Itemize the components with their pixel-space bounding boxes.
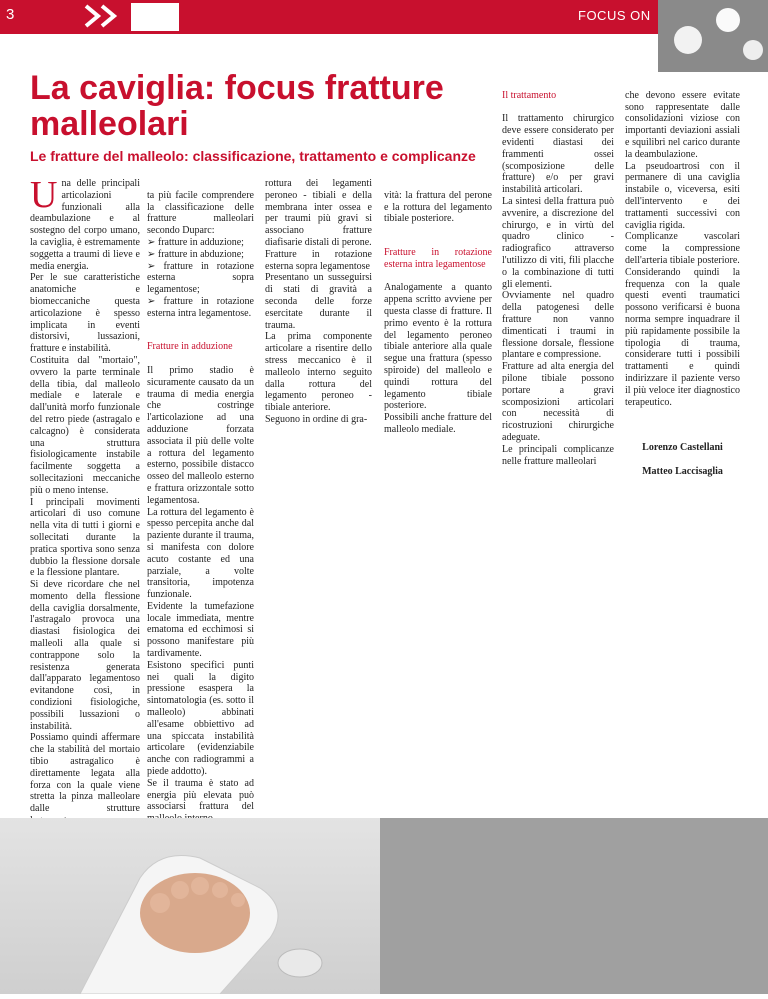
column-3-text: rottura dei legamenti peroneo - tibiali e della membrana inter ossea e per traumi più gravi si associano fratture diafisarie distali di perone. Fratture in rotazione esterna sopra legamentose Presentano un susseguirsi di stati di gravità a seconda delle forze esercitate durante il trauma. La prima componente articolare a risentire dello stress meccanico è il malleolo interno seguito dalla rottura del legamento peroneo - tibiale anteriore. Seguono in ordine di gra- [265,178,372,425]
cast-foot-photo [0,818,380,994]
page-title: La caviglia: focus fratture malleolari [30,69,444,143]
header-bar [0,0,768,34]
column-4-body: Analogamente a quanto appena scritto avviene per questa classe di fratture. Il primo evento è la rottura del legamento peroneo tibiale anteriore alla quale segue una frattura (spesso spiroide) del malleolo e quindi rottura del legamento tibiale posteriore. Possibili anche fratture del malleolo mediale. [384,282,492,435]
bottom-photo [0,818,768,994]
drop-cap: U [30,174,58,216]
page-subtitle: Le fratture del malleolo: classificazione, trattamento e complicanze [30,148,476,164]
header-box [131,3,179,31]
heading-rotazione: Fratture in rotazione esterna intra legamentose [384,246,492,270]
author-1: Lorenzo Castellani [642,441,723,453]
heading-trattamento: Il trattamento [502,89,557,101]
column-6-body: che devono essere evitate sono rappresentate dalle consolidazioni viziose con importanti deviazioni assiali e squilibri nel carico durante la deambulazione. La pseudoartrosi con il permanere di una caviglia instabile o, viceversa, esiti dell'intervento e dei trattamenti successivi con caviglia rigida. Complicanze vascolari come la compressione dell'arteria tibiale posteriore. Considerando quindi la frequenza con la quale questi eventi traumatici possono verificarsi è buona norma sempre inquadrare il più rapidamente possibile la tipologia di trauma, considerare tutti i possibili trattamenti e quindi indirizzare il paziente verso il più veloce iter diagnostico terapeutico. [625,89,740,408]
column-6 [625,78,740,501]
lamp-photo [658,0,768,72]
section-label: FOCUS ON [578,8,651,23]
column-2-body: Il primo stadio è sicuramente causato da un trauma di media energia che costringe l'articolazione ad una adduzione forzata associata il più delle volte a rottura del legamento esterno, possibile distacco osseo del malleolo esterno e frattura orizzontale sotto legamentosa. La rottura del legamento è spesso percepita anche dal paziente durante il trauma, si manifesta con dolore acuto costante ed una parziale, a volte transitoria, impotenza funzionale. Evidente la tumefazione locale immediata, mentre ematoma ed ecchimosi si possono manifestare più tardivamente. Esistono specifici punti nei quali la digito pressione esaspera la sintomatologia (es. sotto il malleolo) abbinati all'esame obbiettivo ad una spiccata instabilità articolare (evidenziabile anche con radiogrammi a piede addotto). Se il trauma è stato ad energia più elevata può associarsi frattura del [147,364,254,813]
column-4-intro: vità: la frattura del perone e la rottura del legamento tibiale posteriore. [384,189,492,225]
column-4 [384,178,492,448]
column-2-intro: ta più facile comprendere la classificazione delle fratture malleolari secondo Duparc: ➢ fratture in adduzione; ➢ fratture in abduzione; ➢ fratture in rotazione esterna sopra legamentose; ➢ fratture in rotazione esterna intra legamentose. [147,189,254,319]
gray-panel [380,818,768,994]
heading-adduzione: Fratture in adduzione [147,341,233,353]
double-chevron-icon [82,3,126,29]
column-5 [502,78,614,479]
page-number: 3 [6,6,15,23]
authors [625,430,740,489]
author-2: Matteo Laccisaglia [642,465,723,477]
column-5-body: Il trattamento chirurgico deve essere considerato per evidenti diastasi dei frammenti ossei (scomposizione delle fratture) e/o per gravi instabilità articolari. La sintesi della frattura può avvenire, a discrezione del chirurgo, e in virtù del quadro clinico - radiografico attraverso l'utilizzo di viti, fili placche o la combinazione di tutti gli elementi. Ovviamente nel quadro della patogenesi delle fratture non vanno dimenticati i traumi in flessione dorsale, flessione plantare e compressione. Fratture ad alta energia del pilone tibiale possono portare a gravi scomposizioni articolari con necessità di ricostruzioni chirurgiche adeguate. Le principali complicanze nelle fratture malleolari [502,113,614,467]
column-1-text: na delle principali articolazioni funzionali alla deambulazione e al sostegno del corpo umano, la caviglia, è estremamente soggetta a traumi di lieve e media energia. Per le sue caratteristiche anatomiche e biomeccaniche questa articolazione è spesso implicata in eventi distorsivi, lussazioni, fratture e instabilità. Costituita dal "mortaio", ovvero la parte terminale della tibia, dal malleolo mediale e laterale e dall'unità morfo funzionale del retro piede (astragalo e calcagno) è considerata una struttura fisiologicamente instabile facilmente soggetta a sollecitazioni meccaniche più o meno intense. I principali movimenti articolari di uso comune nella vita di tutti i giorni e sollecitati durante la pratica sportiva sono senza dubbio la flessione dorsale e la flessione plantare. Si deve ricordare che nel momento della flessione della caviglia dorsalmente, l'astragalo provoca una diastasi fisiologica dei malleoli alla quale si contrappone solo la resistenza generata dall'apparato legamentoso evitandone così, in condizioni fisiologiche, possibili lussazioni o instabilità. Possiamo quindi affermare che la stabilità del mortaio tibio astragalico è direttamente legata alla forza con la quale viene stretta la pinza malleolare dalle strutture [30,178,140,815]
column-3 [265,178,372,426]
